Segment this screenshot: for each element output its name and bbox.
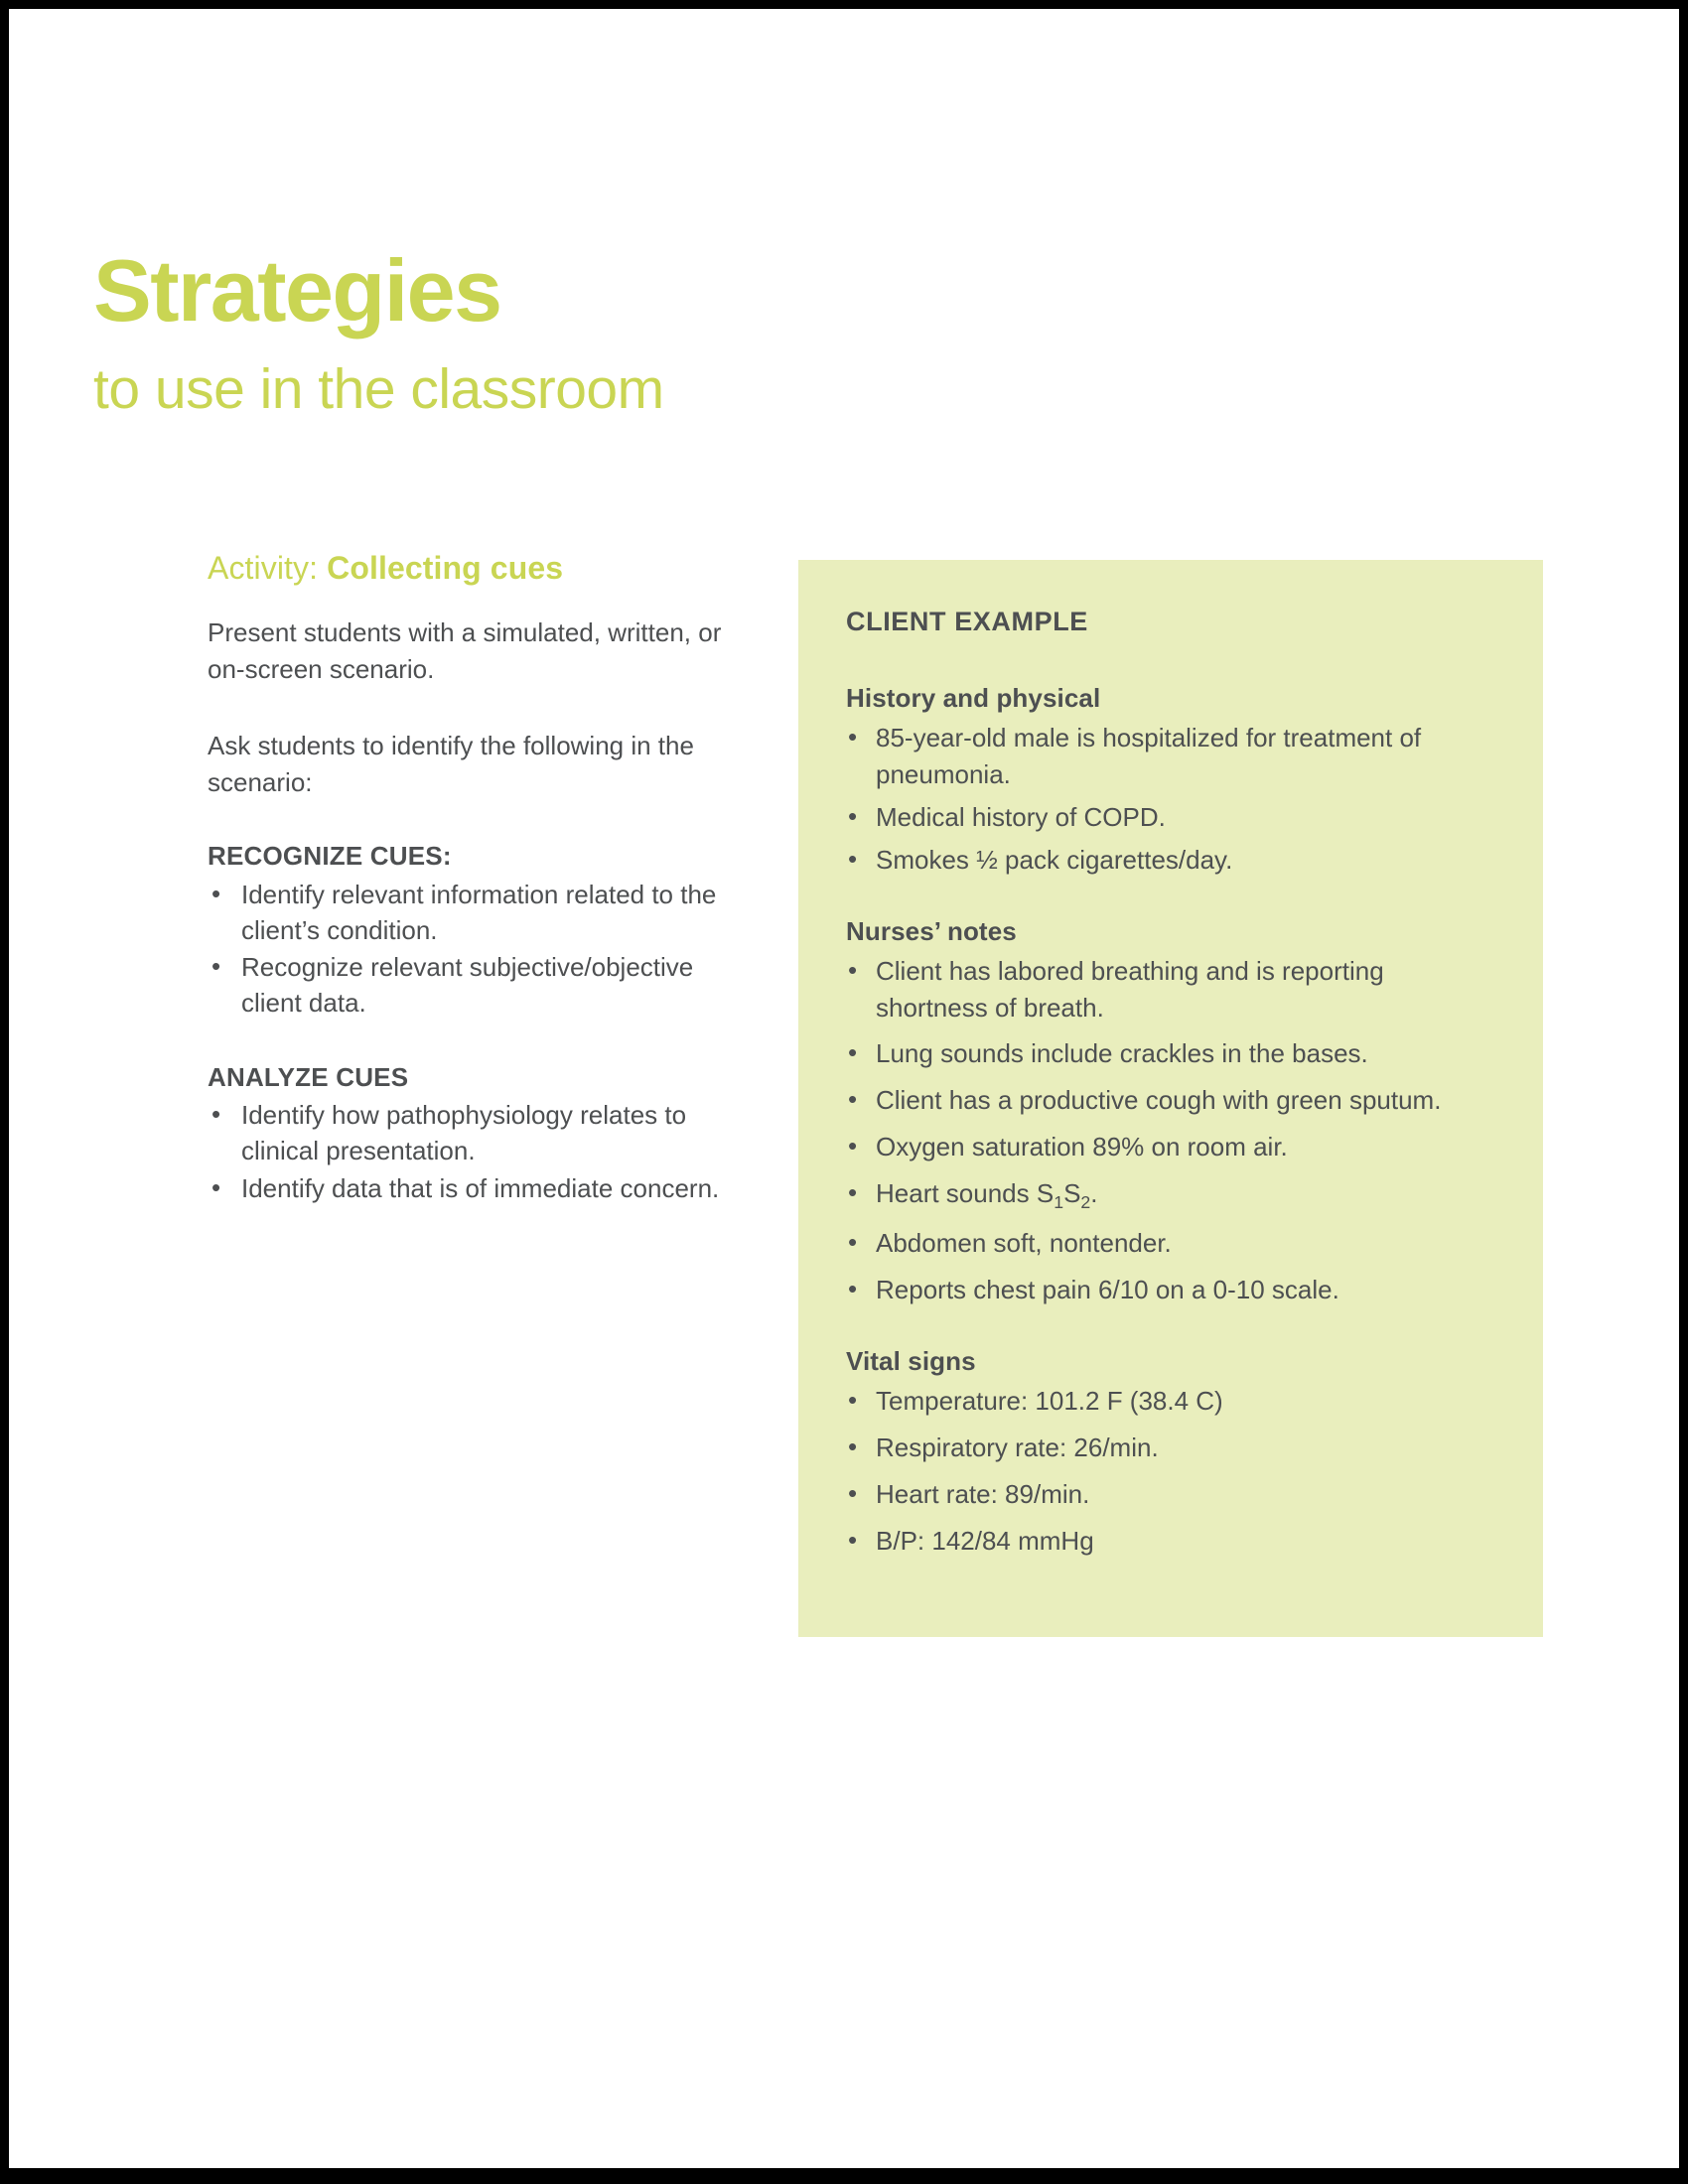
recognize-cues-list bbox=[208, 878, 734, 1021]
activity-column bbox=[208, 550, 734, 1208]
list-item: • Medical history of COPD. bbox=[846, 799, 1495, 836]
list-item: • Identify how pathophysiology relates to clinical presentation. bbox=[208, 1098, 734, 1168]
list-item: • Smokes ½ pack cigarettes/day. bbox=[846, 842, 1495, 879]
client-group-vital-signs bbox=[846, 1346, 1495, 1560]
history-and-physical-list bbox=[846, 720, 1495, 879]
activity-name: Collecting cues bbox=[327, 550, 564, 586]
group-heading: History and physical bbox=[846, 683, 1101, 713]
list-item: • Client has labored breathing and is reporting shortness of breath. bbox=[846, 953, 1495, 1026]
client-example-title: CLIENT EXAMPLE bbox=[846, 607, 1088, 636]
list-item: • Lung sounds include crackles in the bases. bbox=[846, 1035, 1495, 1072]
activity-label: Activity: bbox=[208, 550, 319, 586]
list-item: • Recognize relevant subjective/objective client data. bbox=[208, 950, 734, 1021]
list-item: • B/P: 142/84 mmHg bbox=[846, 1523, 1495, 1560]
page-subtitle: to use in the classroom bbox=[93, 357, 664, 421]
list-item: • 85-year-old male is hospitalized for treatment of pneumonia. bbox=[846, 720, 1495, 793]
group-heading: Nurses’ notes bbox=[846, 915, 1017, 946]
group-heading: Vital signs bbox=[846, 1346, 976, 1377]
list-item: • Identify data that is of immediate concern. bbox=[208, 1171, 734, 1207]
client-group-nurses-notes bbox=[846, 916, 1495, 1309]
activity-heading bbox=[208, 550, 734, 587]
page-sheet bbox=[9, 9, 1679, 2168]
section-heading-recognize-cues: RECOGNIZE CUES: bbox=[208, 841, 452, 872]
vital-signs-list bbox=[846, 1383, 1495, 1560]
masthead bbox=[93, 241, 1384, 421]
list-item: • Abdomen soft, nontender. bbox=[846, 1225, 1495, 1262]
analyze-cues-list bbox=[208, 1098, 734, 1206]
list-item: • Respiratory rate: 26/min. bbox=[846, 1430, 1495, 1466]
client-example-callout bbox=[798, 560, 1543, 1637]
client-group-history-and-physical bbox=[846, 683, 1495, 879]
list-item: • Heart rate: 89/min. bbox=[846, 1476, 1495, 1513]
page-title: Strategies bbox=[93, 241, 501, 340]
list-item-heart-sounds: • Heart sounds $S_1S_2$. bbox=[846, 1175, 1495, 1215]
list-item: • Temperature: 101.2 F (38.4 C) bbox=[846, 1383, 1495, 1420]
intro-paragraph-1: Present students with a simulated, written, or on-screen scenario. bbox=[208, 616, 722, 684]
section-heading-analyze-cues: ANALYZE CUES bbox=[208, 1061, 409, 1092]
list-item: • Reports chest pain 6/10 on a 0-10 scale. bbox=[846, 1272, 1495, 1308]
list-item: • Client has a productive cough with green sputum. bbox=[846, 1082, 1495, 1119]
nurses-notes-list bbox=[846, 953, 1495, 1309]
list-item: • Identify relevant information related to the client’s condition. bbox=[208, 878, 734, 948]
list-item: • Oxygen saturation 89% on room air. bbox=[846, 1129, 1495, 1165]
intro-paragraph-2: Ask students to identify the following in the scenario: bbox=[208, 730, 694, 797]
